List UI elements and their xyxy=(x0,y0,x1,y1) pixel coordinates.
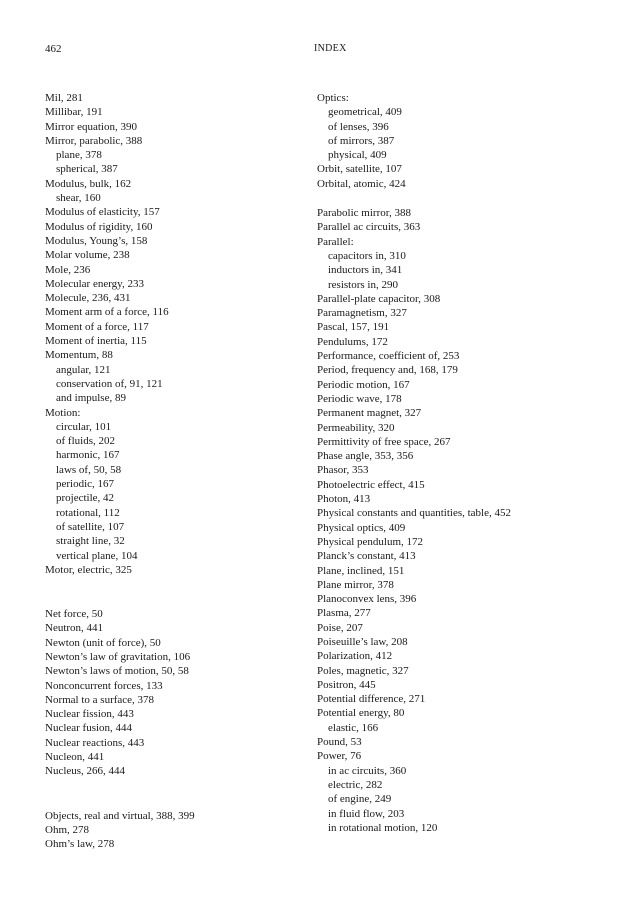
index-entry: Orbital, atomic, 424 xyxy=(317,177,406,190)
index-entry: Photoelectric effect, 415 xyxy=(317,478,425,491)
index-entry: Parabolic mirror, 388 xyxy=(317,207,411,220)
index-entry: Molar volume, 238 xyxy=(45,249,130,262)
index-entry: Mirror, parabolic, 388 xyxy=(45,134,143,147)
index-subentry: angular, 121 xyxy=(56,363,111,376)
index-gap xyxy=(45,577,315,592)
index-entry: Physical optics, 409 xyxy=(317,521,406,534)
index-subentry: of satellite, 107 xyxy=(56,520,125,533)
index-entry: Optics: xyxy=(317,92,349,104)
index-entry: Nucleus, 266, 444 xyxy=(45,765,126,778)
index-entry: Modulus of elasticity, 157 xyxy=(45,206,160,219)
index-entry: Net force, 50 xyxy=(45,608,103,621)
index-entry: Poles, magnetic, 327 xyxy=(317,664,409,677)
index-entry: Newton’s law of gravitation, 106 xyxy=(45,650,191,663)
index-subentry: physical, 409 xyxy=(328,149,387,162)
index-entry: Neutron, 441 xyxy=(45,622,104,635)
index-entry: Momentum, 88 xyxy=(45,349,113,362)
index-subentry: geometrical, 409 xyxy=(328,106,402,119)
index-subentry: elastic, 166 xyxy=(328,721,379,734)
index-entry: Permanent magnet, 327 xyxy=(317,407,422,420)
index-entry: Pendulums, 172 xyxy=(317,335,388,348)
index-entry: Parallel-plate capacitor, 308 xyxy=(317,292,441,305)
index-entry: Nucleon, 441 xyxy=(45,751,105,764)
index-entry: Potential energy, 80 xyxy=(317,707,405,720)
index-entry: Motor, electric, 325 xyxy=(45,563,132,576)
index-subentry: circular, 101 xyxy=(56,420,112,433)
index-entry: Moment of a force, 117 xyxy=(45,320,149,333)
index-subentry: projectile, 42 xyxy=(56,492,115,505)
index-entry: Photon, 413 xyxy=(317,493,371,506)
index-entry: Ohm’s law, 278 xyxy=(45,838,115,851)
index-entry: Period, frequency and, 168, 179 xyxy=(317,364,458,377)
index-subentry: of mirrors, 387 xyxy=(328,134,395,147)
index-subentry: vertical plane, 104 xyxy=(56,549,138,562)
index-entry: Polarization, 412 xyxy=(317,650,393,663)
index-entry: Pound, 53 xyxy=(317,736,362,749)
index-entry: Normal to a surface, 378 xyxy=(45,693,155,706)
index-entry: Physical constants and quantities, table, 452 xyxy=(317,507,511,520)
index-gap xyxy=(45,779,315,794)
index-subentry: conservation of, 91, 121 xyxy=(56,377,163,390)
index-entry: Permittivity of free space, 267 xyxy=(317,435,451,448)
index-entry: Phasor, 353 xyxy=(317,464,369,477)
index-subentry: in ac circuits, 360 xyxy=(328,764,407,777)
index-subentry: plane, 378 xyxy=(56,149,102,162)
index-subentry: in rotational motion, 120 xyxy=(328,821,438,834)
index-entry: Mole, 236 xyxy=(45,263,91,276)
index-entry: Plane, inclined, 151 xyxy=(317,564,405,577)
index-entry: Modulus, bulk, 162 xyxy=(45,177,132,190)
index-entry: Nonconcurrent forces, 133 xyxy=(45,679,163,692)
index-entry: Newton (unit of force), 50 xyxy=(45,636,161,649)
index-entry: Positron, 445 xyxy=(317,678,376,691)
index-entry: Planck’s constant, 413 xyxy=(317,550,416,563)
index-entry: Motion: xyxy=(45,406,81,419)
index-entry: Poise, 207 xyxy=(317,621,363,634)
index-subentry: electric, 282 xyxy=(328,778,383,791)
index-entry: Potential difference, 271 xyxy=(317,693,426,706)
index-subentry: capacitors in, 310 xyxy=(328,249,406,262)
page-number: 462 xyxy=(45,43,62,55)
index-entry: Pascal, 157, 191 xyxy=(317,321,390,334)
index-subentry: of lenses, 396 xyxy=(328,120,389,133)
index-subentry: laws of, 50, 58 xyxy=(56,463,122,476)
index-entry: Nuclear fusion, 444 xyxy=(45,722,133,735)
index-entry: Periodic wave, 178 xyxy=(317,392,402,405)
index-column-left xyxy=(45,91,315,852)
index-entry: Objects, real and virtual, 388, 399 xyxy=(45,809,195,822)
index-subentry: inductors in, 341 xyxy=(328,264,403,277)
index-entry: Moment of inertia, 115 xyxy=(45,335,147,348)
index-subentry: periodic, 167 xyxy=(56,478,115,491)
index-entry: Periodic motion, 167 xyxy=(317,378,410,391)
index-gap xyxy=(45,592,315,607)
index-subentry: spherical, 387 xyxy=(56,163,118,176)
index-entry: Modulus, Young’s, 158 xyxy=(45,234,148,247)
index-gap xyxy=(45,794,315,809)
index-entry: Parallel ac circuits, 363 xyxy=(317,221,421,234)
running-head: INDEX xyxy=(314,43,347,54)
index-subentry: straight line, 32 xyxy=(56,535,125,548)
index-subentry: harmonic, 167 xyxy=(56,449,120,462)
index-entry: Orbit, satellite, 107 xyxy=(317,163,402,176)
index-subentry: rotational, 112 xyxy=(56,506,120,519)
index-entry: Permeability, 320 xyxy=(317,421,395,434)
index-entry: Physical pendulum, 172 xyxy=(317,535,424,548)
index-entry: Planoconvex lens, 396 xyxy=(317,593,417,606)
index-entry: Millibar, 191 xyxy=(45,106,103,119)
index-entry: Poiseuille’s law, 208 xyxy=(317,635,408,648)
index-entry: Modulus of rigidity, 160 xyxy=(45,220,153,233)
index-entry: Molecular energy, 233 xyxy=(45,277,144,290)
index-subentry: and impulse, 89 xyxy=(56,392,126,405)
index-subentry: of engine, 249 xyxy=(328,793,392,806)
index-entry: Ohm, 278 xyxy=(45,823,89,836)
index-entry: Phase angle, 353, 356 xyxy=(317,450,414,463)
index-entry: Plane mirror, 378 xyxy=(317,578,394,591)
index-entry: Mirror equation, 390 xyxy=(45,120,137,133)
index-subentry: in fluid flow, 203 xyxy=(328,807,405,820)
index-entry: Plasma, 277 xyxy=(317,607,371,620)
index-subentry: shear, 160 xyxy=(56,192,101,205)
index-column-right xyxy=(317,91,587,835)
index-entry: Paramagnetism, 327 xyxy=(317,307,407,320)
index-subentry: resistors in, 290 xyxy=(328,278,398,291)
index-entry: Newton’s laws of motion, 50, 58 xyxy=(45,665,189,678)
index-entry: Moment arm of a force, 116 xyxy=(45,306,169,319)
index-subentry: of fluids, 202 xyxy=(56,435,115,448)
index-entry: Performance, coefficient of, 253 xyxy=(317,350,460,363)
index-entry: Molecule, 236, 431 xyxy=(45,292,131,305)
index-entry: Nuclear fission, 443 xyxy=(45,708,134,721)
index-entry: Mil, 281 xyxy=(45,92,83,104)
index-entry: Parallel: xyxy=(317,235,354,248)
index-gap xyxy=(317,191,587,206)
index-entry: Nuclear reactions, 443 xyxy=(45,736,145,749)
index-entry: Power, 76 xyxy=(317,750,362,763)
